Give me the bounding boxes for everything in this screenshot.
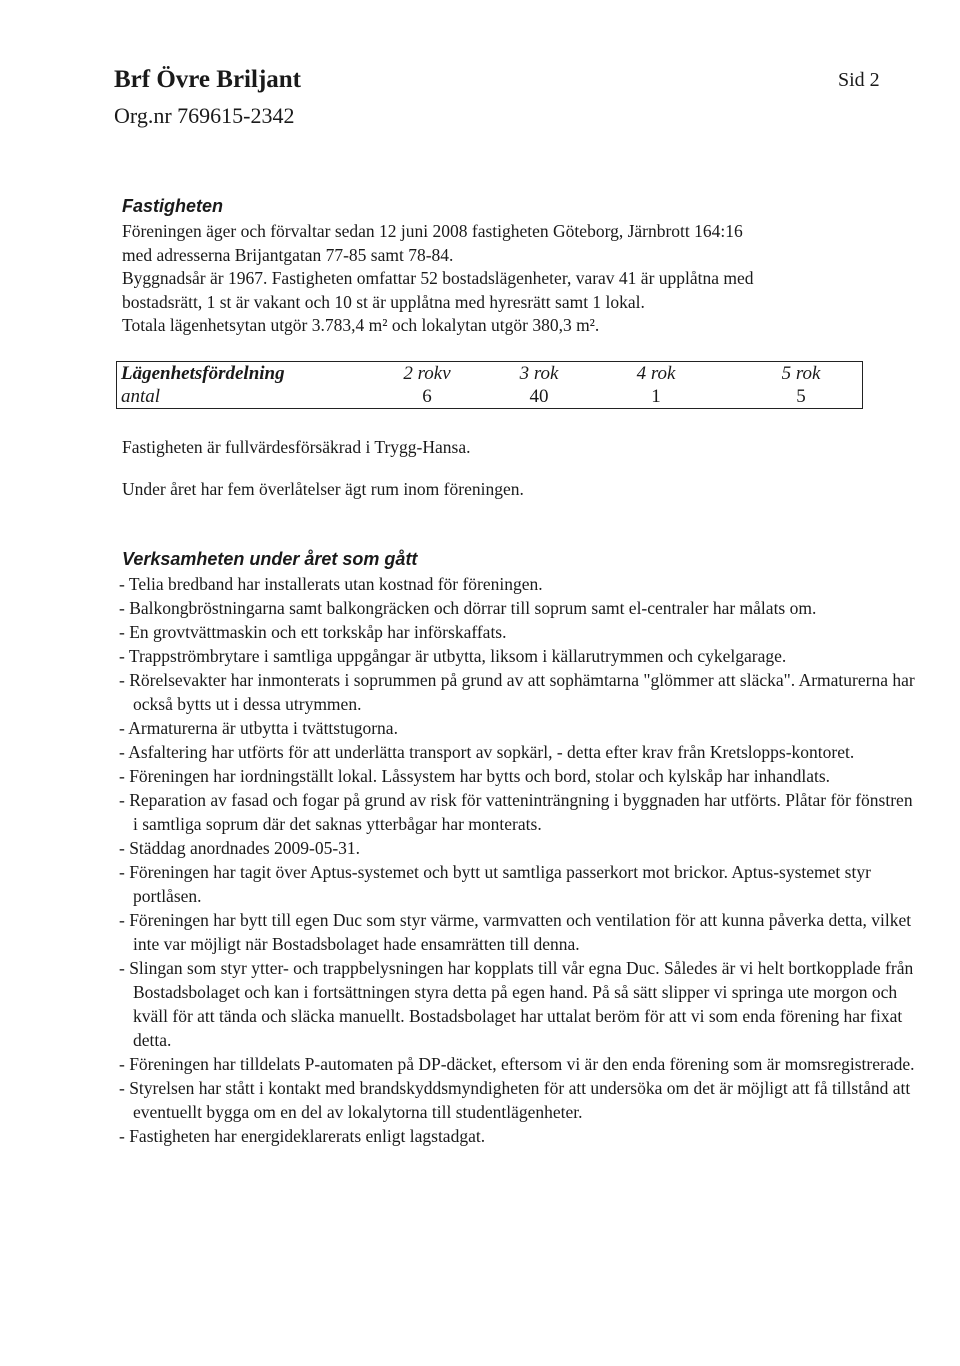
column-header: 3 rok <box>519 363 559 384</box>
list-item: - Styrelsen har stått i kontakt med brandskyddsmyndigheten för att undersöka om det är möjligt att få tillstånd att eventuellt bygga om en del av lokalytorna till studentlägenheter. <box>119 1078 911 1122</box>
list-item: - Rörelsevakter har inmonterats i soprummen på grund av att sophämtarna "glömmer att släcka". Armaturerna har också bytts ut i dessa utrymmen. <box>119 670 915 714</box>
table-header-row <box>117 363 862 387</box>
list-item: - Telia bredband har installerats utan kostnad för föreningen. <box>119 574 543 594</box>
section-heading-fastigheten: Fastigheten <box>122 196 224 216</box>
list-item: - Städdag anordnades 2009-05-31. <box>119 838 361 858</box>
column-header: 4 rok <box>636 363 676 384</box>
table-title: Lägenhetsfördelning <box>121 363 285 384</box>
row-label: antal <box>121 386 161 407</box>
list-item: - Föreningen har tagit över Aptus-systemet och bytt ut samtliga passerkort mot brickor. Aptus-systemet styr portlåsen. <box>119 862 871 906</box>
transfers-statement: Under året har fem överlåtelser ägt rum inom föreningen. <box>122 479 524 499</box>
list-item: - Föreningen har iordningställt lokal. Låssystem har bytts och bord, stolar och kylskåp har inhandlats. <box>119 766 831 786</box>
insurance-statement: Fastigheten är fullvärdesförsäkrad i Trygg-Hansa. <box>122 437 471 457</box>
table-cell: 6 <box>422 386 432 407</box>
list-item: - Reparation av fasad och fogar på grund av risk för vatteninträngning i byggnaden har utförts. Plåtar för fönstren i samtliga soprum där det saknas ytterbågar har monterats. <box>119 790 913 834</box>
list-item: - Föreningen har tilldelats P-automaten på DP-däcket, eftersom vi är den enda förening som är momsregistrerade. <box>119 1054 915 1074</box>
table-row <box>117 386 862 410</box>
property-line: med adresserna Brijantgatan 77-85 samt 78-84. <box>122 244 454 265</box>
activity-list <box>119 572 919 1148</box>
property-line: Föreningen äger och förvaltar sedan 12 juni 2008 fastigheten Göteborg, Järnbrott 164:16 <box>122 221 743 241</box>
table-cell: 5 <box>796 386 806 407</box>
list-item: - Fastigheten har energideklarerats enligt lagstadgat. <box>119 1126 486 1146</box>
column-header: 2 rokv <box>403 363 451 384</box>
property-line: Byggnadsår är 1967. Fastigheten omfattar 52 bostadslägenheter, varav 41 är upplåtna med <box>122 268 754 288</box>
list-item: - Trappströmbrytare i samtliga uppgångar är utbytta, liksom i källarutrymmen och cykelgarage. <box>119 646 787 666</box>
apartment-distribution-table <box>116 361 863 409</box>
page-number: Sid 2 <box>838 69 880 91</box>
list-item: - Slingan som styr ytter- och trappbelysningen har kopplats till vår egna Duc. Således är vi helt bortkopplade från Bostadsbolaget och kan i fortsättningen styra detta på egen hand. På så sätt slipper vi springa ute morgon och kväll för att tända och släcka manuellt. Bostadsbolaget har uttalat beröm för att vi som enda förening har fixat detta. <box>119 958 914 1050</box>
list-item: - Asfaltering har utförts för att underlätta transport av sopkärl, - detta efter krav från Kretslopps-kontoret. <box>119 742 855 762</box>
table-cell: 40 <box>529 386 549 407</box>
section-heading-verksamheten: Verksamheten under året som gått <box>122 549 418 569</box>
column-header: 5 rok <box>781 363 821 384</box>
property-line: Totala lägenhetsytan utgör 3.783,4 m² och lokalytan utgör 380,3 m². <box>122 315 600 335</box>
list-item: - En grovtvättmaskin och ett torkskåp har införskaffats. <box>119 622 507 642</box>
list-item: - Balkongbröstningarna samt balkongräcken och dörrar till soprum samt el-centraler har målats om. <box>119 598 817 618</box>
table-cell: 1 <box>651 386 661 407</box>
property-line: bostadsrätt, 1 st är vakant och 10 st är upplåtna med hyresrätt samt 1 lokal. <box>122 291 645 312</box>
list-item: - Föreningen har bytt till egen Duc som styr värme, varmvatten och ventilation för att kunna påverka detta, vilket inte var möjligt när Bostadsbolaget hade ensamrätten till denna. <box>119 910 912 954</box>
organization-number: Org.nr 769615-2342 <box>114 103 295 128</box>
list-item: - Armaturerna är utbytta i tvättstugorna. <box>119 718 398 738</box>
property-description <box>122 220 902 338</box>
association-name: Brf Övre Briljant <box>114 66 301 93</box>
